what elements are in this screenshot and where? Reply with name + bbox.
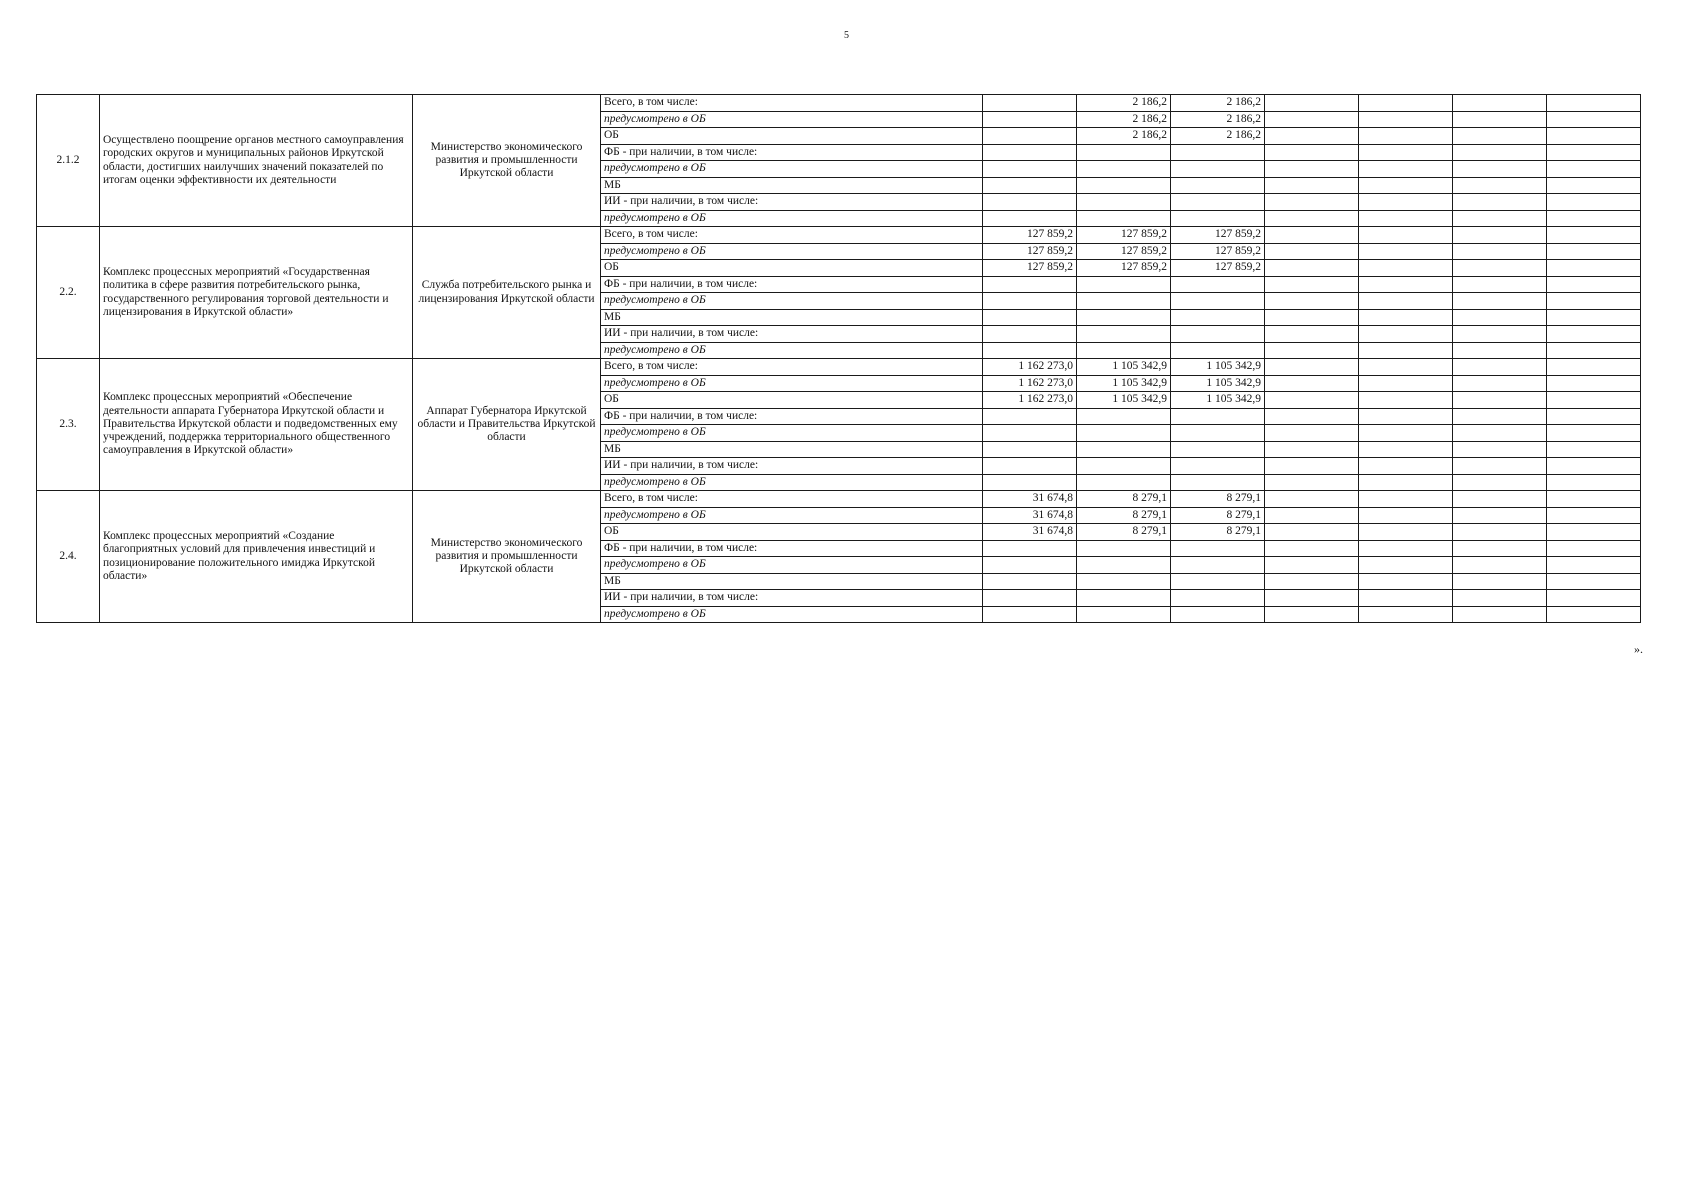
funding-value: 127 859,2 <box>1171 243 1265 260</box>
funding-value <box>983 606 1077 623</box>
funding-value <box>1547 491 1641 508</box>
funding-value <box>1453 111 1547 128</box>
table-body <box>37 95 1641 623</box>
funding-source-label: предусмотрено в ОБ <box>601 375 983 392</box>
funding-value: 31 674,8 <box>983 491 1077 508</box>
funding-value: 127 859,2 <box>1077 227 1171 244</box>
funding-source-label: Всего, в том числе: <box>601 491 983 508</box>
funding-value <box>1265 210 1359 227</box>
funding-value <box>1547 161 1641 178</box>
funding-value <box>983 590 1077 607</box>
funding-value <box>1359 210 1453 227</box>
funding-value <box>1171 144 1265 161</box>
funding-value: 127 859,2 <box>1077 260 1171 277</box>
funding-value <box>1453 491 1547 508</box>
funding-value <box>1171 342 1265 359</box>
funding-value <box>1265 557 1359 574</box>
funding-value: 2 186,2 <box>1171 95 1265 112</box>
funding-value <box>1171 293 1265 310</box>
funding-value <box>1171 276 1265 293</box>
funding-value <box>983 474 1077 491</box>
funding-value <box>1265 540 1359 557</box>
funding-value <box>1171 161 1265 178</box>
funding-value <box>1265 128 1359 145</box>
funding-value <box>1453 210 1547 227</box>
funding-value <box>1171 590 1265 607</box>
funding-value <box>1265 408 1359 425</box>
funding-value <box>1453 144 1547 161</box>
funding-value <box>983 194 1077 211</box>
funding-value: 31 674,8 <box>983 507 1077 524</box>
funding-value <box>1547 425 1641 442</box>
funding-source-label: ОБ <box>601 128 983 145</box>
funding-value <box>1359 557 1453 574</box>
funding-value <box>1453 573 1547 590</box>
funding-value: 2 186,2 <box>1077 128 1171 145</box>
funding-value <box>1077 425 1171 442</box>
funding-source-label: предусмотрено в ОБ <box>601 557 983 574</box>
funding-value: 8 279,1 <box>1077 524 1171 541</box>
table-row <box>37 227 1641 244</box>
funding-value <box>1453 606 1547 623</box>
funding-value <box>1265 342 1359 359</box>
funding-source-label: МБ <box>601 441 983 458</box>
funding-value <box>1077 342 1171 359</box>
funding-value <box>983 408 1077 425</box>
funding-value <box>1359 590 1453 607</box>
funding-value <box>1077 293 1171 310</box>
funding-value <box>1359 177 1453 194</box>
funding-value: 2 186,2 <box>1171 128 1265 145</box>
funding-value <box>1547 590 1641 607</box>
funding-value <box>1359 524 1453 541</box>
funding-value <box>983 326 1077 343</box>
executor-name: Министерство экономического развития и промышленности Иркутской области <box>413 491 601 623</box>
funding-value: 2 186,2 <box>1077 95 1171 112</box>
funding-value <box>1265 95 1359 112</box>
funding-value <box>1171 177 1265 194</box>
funding-value: 8 279,1 <box>1077 491 1171 508</box>
funding-value <box>1077 474 1171 491</box>
funding-source-label: предусмотрено в ОБ <box>601 210 983 227</box>
funding-value <box>1265 375 1359 392</box>
funding-value: 1 162 273,0 <box>983 359 1077 376</box>
funding-value <box>1453 375 1547 392</box>
funding-value <box>1265 111 1359 128</box>
funding-value <box>1547 210 1641 227</box>
funding-source-label: предусмотрено в ОБ <box>601 606 983 623</box>
funding-value: 1 105 342,9 <box>1077 392 1171 409</box>
funding-value <box>1359 128 1453 145</box>
funding-value <box>1547 441 1641 458</box>
funding-value <box>1077 144 1171 161</box>
funding-value <box>1359 227 1453 244</box>
funding-value <box>1547 128 1641 145</box>
funding-value <box>1359 243 1453 260</box>
funding-value <box>1077 590 1171 607</box>
executor-name: Министерство экономического развития и промышленности Иркутской области <box>413 95 601 227</box>
funding-value <box>1547 507 1641 524</box>
funding-value <box>983 425 1077 442</box>
funding-value <box>1077 606 1171 623</box>
funding-value <box>1171 606 1265 623</box>
funding-value <box>983 309 1077 326</box>
funding-value <box>1453 458 1547 475</box>
row-number: 2.2. <box>37 227 100 359</box>
funding-value <box>983 293 1077 310</box>
funding-value <box>1265 276 1359 293</box>
funding-value: 2 186,2 <box>1171 111 1265 128</box>
funding-value <box>1547 392 1641 409</box>
funding-source-label: ИИ - при наличии, в том числе: <box>601 194 983 211</box>
funding-value <box>1265 474 1359 491</box>
funding-value <box>1359 161 1453 178</box>
funding-source-label: ФБ - при наличии, в том числе: <box>601 144 983 161</box>
funding-value <box>983 573 1077 590</box>
funding-source-label: МБ <box>601 177 983 194</box>
funding-value <box>1077 276 1171 293</box>
funding-source-label: Всего, в том числе: <box>601 95 983 112</box>
funding-value: 8 279,1 <box>1171 524 1265 541</box>
funding-value: 1 105 342,9 <box>1077 375 1171 392</box>
funding-value <box>1547 243 1641 260</box>
funding-value <box>1265 359 1359 376</box>
funding-value <box>983 276 1077 293</box>
funding-value <box>1547 540 1641 557</box>
funding-value <box>1547 524 1641 541</box>
funding-value <box>1265 606 1359 623</box>
funding-value <box>1265 425 1359 442</box>
funding-value <box>1453 557 1547 574</box>
funding-value <box>1265 177 1359 194</box>
funding-value <box>1265 573 1359 590</box>
funding-value <box>1265 260 1359 277</box>
table-row <box>37 359 1641 376</box>
funding-value <box>1359 111 1453 128</box>
funding-value <box>1359 458 1453 475</box>
funding-value <box>1077 458 1171 475</box>
row-number: 2.1.2 <box>37 95 100 227</box>
funding-value <box>1359 573 1453 590</box>
funding-value <box>1077 326 1171 343</box>
funding-source-label: предусмотрено в ОБ <box>601 243 983 260</box>
row-number: 2.4. <box>37 491 100 623</box>
funding-source-label: предусмотрено в ОБ <box>601 425 983 442</box>
funding-value: 127 859,2 <box>1077 243 1171 260</box>
funding-value <box>1453 194 1547 211</box>
funding-value <box>1265 507 1359 524</box>
funding-value <box>1265 326 1359 343</box>
funding-value <box>1171 326 1265 343</box>
funding-value: 1 105 342,9 <box>1077 359 1171 376</box>
funding-value: 1 105 342,9 <box>1171 359 1265 376</box>
funding-value <box>1359 606 1453 623</box>
funding-value <box>1453 392 1547 409</box>
funding-value <box>1171 309 1265 326</box>
funding-value <box>1171 540 1265 557</box>
funding-value <box>1547 606 1641 623</box>
funding-value <box>1547 359 1641 376</box>
funding-value <box>1547 326 1641 343</box>
funding-value <box>1547 293 1641 310</box>
funding-value <box>1265 161 1359 178</box>
funding-value <box>1077 573 1171 590</box>
funding-source-label: предусмотрено в ОБ <box>601 161 983 178</box>
funding-value <box>1359 507 1453 524</box>
funding-value: 8 279,1 <box>1077 507 1171 524</box>
funding-value <box>1359 491 1453 508</box>
funding-value <box>1547 474 1641 491</box>
funding-value <box>1171 408 1265 425</box>
funding-value <box>1547 95 1641 112</box>
funding-value <box>1265 144 1359 161</box>
funding-source-label: предусмотрено в ОБ <box>601 293 983 310</box>
funding-value <box>1453 293 1547 310</box>
funding-value <box>1265 458 1359 475</box>
funding-value: 2 186,2 <box>1077 111 1171 128</box>
funding-value <box>1547 342 1641 359</box>
funding-value <box>1453 474 1547 491</box>
funding-value <box>1547 557 1641 574</box>
funding-value: 1 105 342,9 <box>1171 392 1265 409</box>
funding-value <box>1547 309 1641 326</box>
funding-value <box>1359 309 1453 326</box>
funding-source-label: предусмотрено в ОБ <box>601 342 983 359</box>
funding-value <box>1453 227 1547 244</box>
funding-value <box>1077 177 1171 194</box>
funding-value <box>1359 144 1453 161</box>
funding-value <box>1265 293 1359 310</box>
funding-value <box>1547 260 1641 277</box>
funding-value <box>1359 95 1453 112</box>
funding-value <box>1265 524 1359 541</box>
executor-name: Аппарат Губернатора Иркутской области и Правительства Иркутской области <box>413 359 601 491</box>
funding-value <box>1547 111 1641 128</box>
funding-value <box>1359 293 1453 310</box>
funding-value <box>1359 408 1453 425</box>
funding-value <box>1077 441 1171 458</box>
funding-source-label: ИИ - при наличии, в том числе: <box>601 326 983 343</box>
funding-value <box>983 342 1077 359</box>
funding-value <box>1265 590 1359 607</box>
funding-value <box>1171 573 1265 590</box>
funding-value <box>983 161 1077 178</box>
activity-name: Комплекс процессных мероприятий «Создание благоприятных условий для привлечения инвестиций и позиционирование положительного имиджа Иркутской области» <box>100 491 413 623</box>
funding-source-label: ОБ <box>601 392 983 409</box>
funding-value <box>1077 309 1171 326</box>
funding-source-label: предусмотрено в ОБ <box>601 507 983 524</box>
funding-value <box>1547 194 1641 211</box>
funding-value <box>1359 441 1453 458</box>
funding-source-label: ФБ - при наличии, в том числе: <box>601 408 983 425</box>
funding-value <box>1453 441 1547 458</box>
executor-name: Служба потребительского рынка и лицензирования Иркутской области <box>413 227 601 359</box>
funding-value <box>1265 227 1359 244</box>
funding-value <box>1265 194 1359 211</box>
funding-value <box>1547 227 1641 244</box>
funding-source-label: МБ <box>601 309 983 326</box>
funding-value <box>1453 260 1547 277</box>
funding-value <box>1359 359 1453 376</box>
funding-source-label: Всего, в том числе: <box>601 227 983 244</box>
funding-value <box>1453 342 1547 359</box>
funding-source-label: ИИ - при наличии, в том числе: <box>601 458 983 475</box>
funding-value <box>983 557 1077 574</box>
funding-source-label: предусмотрено в ОБ <box>601 111 983 128</box>
funding-value <box>1453 95 1547 112</box>
funding-value <box>1265 491 1359 508</box>
funding-value <box>1077 210 1171 227</box>
funding-value <box>1453 309 1547 326</box>
funding-value <box>1547 458 1641 475</box>
funding-value <box>1359 540 1453 557</box>
funding-value <box>1453 161 1547 178</box>
funding-value <box>983 95 1077 112</box>
funding-source-label: ОБ <box>601 524 983 541</box>
funding-value <box>983 540 1077 557</box>
funding-value <box>1171 458 1265 475</box>
funding-value <box>1359 326 1453 343</box>
funding-value <box>1359 260 1453 277</box>
funding-value <box>1453 408 1547 425</box>
funding-value <box>1547 573 1641 590</box>
funding-value <box>983 144 1077 161</box>
funding-value <box>1547 177 1641 194</box>
funding-value <box>1359 342 1453 359</box>
funding-value: 127 859,2 <box>1171 227 1265 244</box>
funding-value <box>983 128 1077 145</box>
funding-value: 31 674,8 <box>983 524 1077 541</box>
funding-value <box>1453 243 1547 260</box>
funding-value <box>1077 540 1171 557</box>
funding-value <box>1077 408 1171 425</box>
funding-value <box>1265 392 1359 409</box>
funding-value <box>983 441 1077 458</box>
funding-value <box>1359 474 1453 491</box>
funding-value <box>1359 194 1453 211</box>
funding-value <box>1359 375 1453 392</box>
funding-source-label: МБ <box>601 573 983 590</box>
funding-source-label: ФБ - при наличии, в том числе: <box>601 540 983 557</box>
funding-value <box>1359 276 1453 293</box>
funding-value <box>1265 441 1359 458</box>
page-number: 5 <box>844 30 849 41</box>
funding-value <box>1453 540 1547 557</box>
funding-value <box>1359 425 1453 442</box>
funding-value: 1 105 342,9 <box>1171 375 1265 392</box>
funding-value: 1 162 273,0 <box>983 392 1077 409</box>
funding-value: 127 859,2 <box>983 243 1077 260</box>
table-row <box>37 491 1641 508</box>
funding-value <box>1171 557 1265 574</box>
activity-name: Осуществлено поощрение органов местного самоуправления городских округов и муниципальных районов Иркутской области, достигших наилучших значений показателей по итогам оценки эффективности их деятельности <box>100 95 413 227</box>
funding-value <box>1171 474 1265 491</box>
funding-value <box>1453 326 1547 343</box>
funding-value <box>1547 144 1641 161</box>
funding-value <box>1171 425 1265 442</box>
funding-value <box>1453 276 1547 293</box>
funding-value: 127 859,2 <box>983 260 1077 277</box>
funding-source-label: ОБ <box>601 260 983 277</box>
funding-value <box>983 210 1077 227</box>
funding-value <box>1265 243 1359 260</box>
funding-value <box>1453 507 1547 524</box>
funding-value <box>983 111 1077 128</box>
activity-name: Комплекс процессных мероприятий «Обеспечение деятельности аппарата Губернатора Иркутской области и Правительства Иркутской области и подведомственных ему учреждений, поддержка территориального общественного самоуправления в Иркутской области» <box>100 359 413 491</box>
funding-value <box>1171 194 1265 211</box>
funding-source-label: ФБ - при наличии, в том числе: <box>601 276 983 293</box>
funding-value: 8 279,1 <box>1171 491 1265 508</box>
funding-value <box>1171 210 1265 227</box>
funding-value: 1 162 273,0 <box>983 375 1077 392</box>
row-number: 2.3. <box>37 359 100 491</box>
funding-value: 127 859,2 <box>983 227 1077 244</box>
funding-value: 8 279,1 <box>1171 507 1265 524</box>
funding-value <box>983 458 1077 475</box>
funding-value <box>1547 408 1641 425</box>
table-row <box>37 95 1641 112</box>
funding-value: 127 859,2 <box>1171 260 1265 277</box>
funding-value <box>1547 276 1641 293</box>
funding-value <box>1171 441 1265 458</box>
funding-value <box>1077 557 1171 574</box>
funding-value <box>1265 309 1359 326</box>
funding-value <box>1453 359 1547 376</box>
funding-value <box>1547 375 1641 392</box>
funding-value <box>983 177 1077 194</box>
activity-name: Комплекс процессных мероприятий «Государственная политика в сфере развития потребительского рынка, государственного регулирования торговой деятельности и лицензирования в Иркутской области» <box>100 227 413 359</box>
funding-value <box>1453 524 1547 541</box>
funding-value <box>1453 425 1547 442</box>
funding-value <box>1077 194 1171 211</box>
funding-value <box>1453 128 1547 145</box>
closing-quote-mark: ». <box>1634 642 1643 656</box>
funding-source-label: предусмотрено в ОБ <box>601 474 983 491</box>
funding-value <box>1453 590 1547 607</box>
funding-value <box>1453 177 1547 194</box>
funding-value <box>1359 392 1453 409</box>
funding-source-label: ИИ - при наличии, в том числе: <box>601 590 983 607</box>
funding-source-label: Всего, в том числе: <box>601 359 983 376</box>
budget-table <box>36 94 1641 623</box>
funding-value <box>1077 161 1171 178</box>
